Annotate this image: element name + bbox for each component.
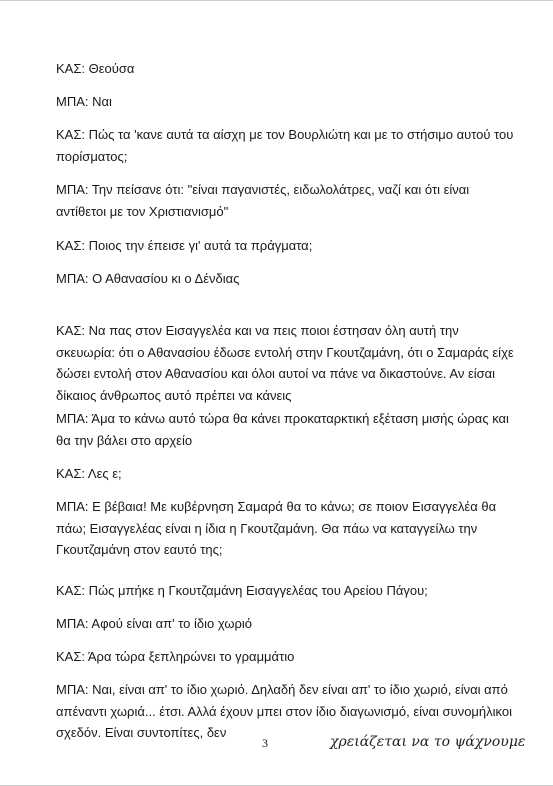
dialogue-line: ΜΠΑ: Άμα το κάνω αυτό τώρα θα κάνει προκαταρκτική εξέταση μισής ώρας και θα την βάλει στο αρχείο bbox=[56, 411, 509, 448]
dialogue-line: ΜΠΑ: Ε βέβαια! Με κυβέρνηση Σαμαρά θα το κάνω; σε ποιον Εισαγγελέα θα πάω; Εισαγγελέας είναι η ίδια η Γκουτζαμάνη. Θα πάω να καταγγείλω την Γκουτζαμάνη στον εαυτό της; bbox=[56, 499, 497, 557]
dialogue-line: ΚΑΣ: Πώς μπήκε η Γκουτζαμάνη Εισαγγελέας του Αρείου Πάγου; bbox=[56, 583, 428, 598]
dialogue-line: ΜΠΑ: Αφού είναι απ' το ίδιο χωριό bbox=[56, 616, 253, 631]
dialogue-line: ΚΑΣ: Θεούσα bbox=[56, 61, 135, 76]
dialogue-line: ΜΠΑ: Ναι, είναι απ' το ίδιο χωριό. Δηλαδή δεν είναι απ' το ίδιο χωριό, είναι από απέναντι χωριά... έτσι. Αλλά έχουν μπει στον ίδιο διαγωνισμό, είναι συνομήλικοι σχεδόν. Είναι συντοπίτες, δεν bbox=[56, 682, 512, 740]
dialogue-line: ΚΑΣ: Να πας στον Εισαγγελέα και να πεις ποιοι έστησαν όλη αυτή την σκευωρία: ότι ο Αθανασίου έδωσε εντολή στην Γκουτζαμάνη, ότι ο Σαμαράς είχε δώσει εντολή στον Αθανασίου και όλοι αυτοί να πάνε να δικαστούνε. Αν είσαι δίκαιος άνθρωπος αυτό πρέπει να κάνεις bbox=[56, 323, 514, 403]
scan-edge bbox=[0, 0, 553, 1]
page-number: 3 bbox=[262, 736, 268, 750]
dialogue-line: ΜΠΑ: Την πείσανε ότι: "είναι παγανιστές, ειδωλολάτρες, ναζί και ότι είναι αντίθετοι με τον Χριστιανισμό" bbox=[56, 182, 470, 219]
dialogue-line: ΜΠΑ: Ο Αθανασίου κι ο Δένδιας bbox=[56, 271, 240, 286]
dialogue-line: ΚΑΣ: Ποιος την έπεισε γι' αυτά τα πράγματα; bbox=[56, 238, 313, 253]
dialogue-line: ΚΑΣ: Άρα τώρα ξεπληρώνει το γραμμάτιο bbox=[56, 649, 295, 664]
handwritten-note: χρειάζεται να το ψάχνουμε bbox=[330, 734, 526, 750]
dialogue-line: ΜΠΑ: Ναι bbox=[56, 94, 112, 109]
dialogue-line: ΚΑΣ: Πώς τα 'κανε αυτά τα αίσχη με τον Βουρλιώτη και με το στήσιμο αυτού του πορίσματος; bbox=[56, 127, 514, 164]
dialogue-line: ΚΑΣ: Λες ε; bbox=[56, 466, 122, 481]
